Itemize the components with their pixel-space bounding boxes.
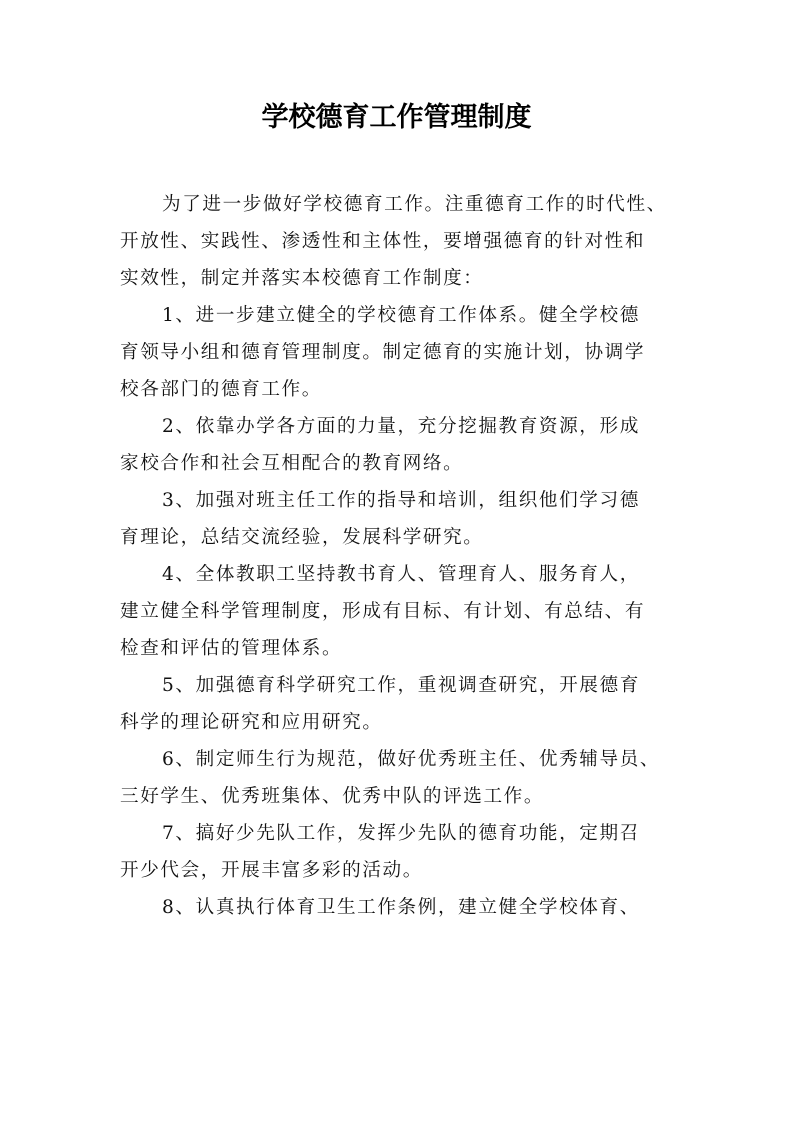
item-1-line-1: 1、进一步建立健全的学校德育工作体系。健全学校德: [162, 305, 640, 326]
item-8-line-1: 8、认真执行体育卫生工作条例，建立健全学校体育、: [162, 897, 640, 918]
item-6-line-1: 6、制定师生行为规范，做好优秀班主任、优秀辅导员、: [162, 749, 661, 770]
paragraph-intro-line-1: 为了进一步做好学校德育工作。注重德育工作的时代性、: [162, 194, 667, 215]
item-6-line-2: 三好学生、优秀班集体、优秀中队的评选工作。: [120, 786, 545, 807]
item-7-line-2: 开少代会，开展丰富多彩的活动。: [120, 860, 423, 881]
item-1-line-3: 校各部门的德育工作。: [120, 379, 322, 400]
item-2-line-1: 2、依靠办学各方面的力量，充分挖掘教育资源，形成: [162, 416, 640, 437]
paragraph-intro-line-3: 实效性，制定并落实本校德育工作制度：: [120, 268, 484, 289]
item-3-line-1: 3、加强对班主任工作的指导和培训，组织他们学习德: [162, 490, 640, 511]
item-3-line-2: 育理论，总结交流经验，发展科学研究。: [120, 527, 484, 548]
document-title: 学校德育工作管理制度: [261, 102, 532, 133]
item-4-line-3: 检查和评估的管理体系。: [120, 638, 343, 659]
item-4-line-2: 建立健全科学管理制度，形成有目标、有计划、有总结、有: [120, 601, 646, 622]
item-7-line-1: 7、搞好少先队工作，发挥少先队的德育功能，定期召: [162, 823, 640, 844]
item-5-line-2: 科学的理论研究和应用研究。: [120, 712, 383, 733]
paragraph-intro-line-2: 开放性、实践性、渗透性和主体性，要增强德育的针对性和: [120, 231, 646, 252]
item-5-line-1: 5、加强德育科学研究工作，重视调查研究，开展德育: [162, 675, 640, 696]
document-body: [120, 186, 680, 926]
item-1-line-2: 育领导小组和德育管理制度。制定德育的实施计划，协调学: [120, 342, 646, 363]
item-2-line-2: 家校合作和社会互相配合的教育网络。: [120, 453, 464, 474]
item-4-line-1: 4、全体教职工坚持教书育人、管理育人、服务育人，: [162, 564, 640, 585]
